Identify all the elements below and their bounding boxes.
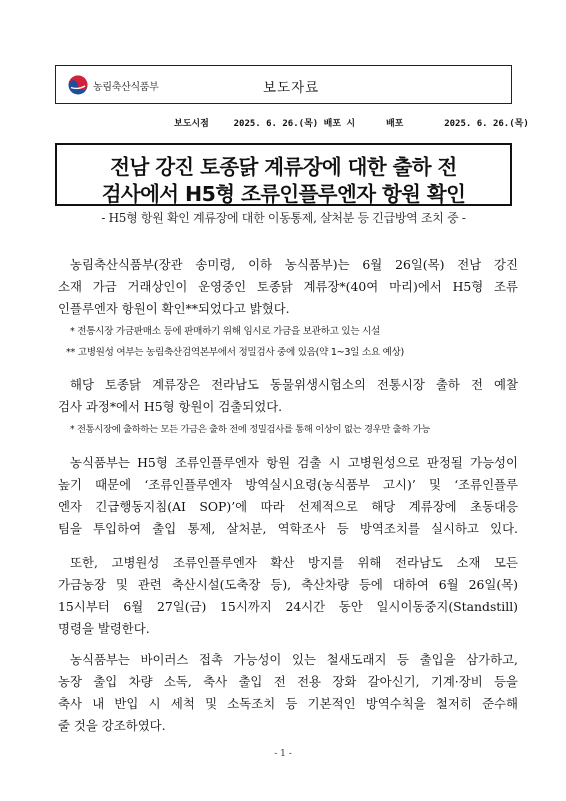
release-date: 2025. 6. 26.(목) 배포 시	[233, 119, 356, 129]
paragraph-line: 농장 출입 차량 소독, 축사 출입 전 전용 장화 갈아신기, 기계·장비 등을	[58, 674, 518, 689]
paragraph-3	[58, 452, 518, 540]
paragraph-line: 가금농장 및 관련 축산시설(도축장 등), 축산차량 등에 대하여 6월 26일(목)	[58, 577, 518, 592]
paragraph-line: 농식품부는 바이러스 접촉 가능성이 있는 철새도래지 등 출입을 삼가하고,	[70, 652, 518, 667]
header-box	[55, 65, 512, 104]
subtitle: - H5형 항원 확인 계류장에 대한 이동통제, 살처분 등 긴급방역 조치 중 -	[101, 211, 466, 225]
paragraph-line: 팀을 투입하여 출입 통제, 살처분, 역학조사 등 방역조치를 실시하고 있다.	[58, 521, 518, 536]
headline-line-2: 검사에서 H5형 조류인플루엔자 항원 확인	[101, 182, 466, 206]
paragraph-line: 농림축산식품부(장관 송미령, 이하 농식품부)는 6월 26일(목) 전남 강진	[70, 257, 518, 272]
taegeuk-logo-icon	[68, 75, 88, 95]
paragraph-2	[58, 374, 518, 418]
title-box	[55, 143, 512, 206]
paragraph-line: 명령을 발령한다.	[58, 621, 150, 636]
dist-label: 배포	[385, 119, 404, 129]
ministry-name: 농림축산식품부	[93, 82, 159, 93]
dist-date: 2025. 6. 26.(목)	[444, 119, 529, 129]
paragraph-4	[58, 552, 518, 640]
paragraph-line: 줄 것을 강조하였다.	[58, 718, 166, 733]
footnote-3: * 전통시장에 출하하는 모든 가금은 출하 전에 정밀검사를 통해 이상이 없는 경우만 출하 가능	[70, 424, 431, 435]
paragraph-line: 15시부터 6월 27일(금) 15시까지 24시간 동안 일시이동중지(Standstill)	[58, 599, 518, 614]
paragraph-line: 높기 때문에 ‘조류인플루엔자 방역실시요령(농식품부 고시)’ 및 ‘조류인플루	[58, 477, 518, 492]
doc-type: 보도자료	[263, 80, 320, 96]
release-label: 보도시점	[174, 119, 209, 129]
paragraph-line: 농식품부는 H5형 조류인플루엔자 항원 검출 시 고병원성으로 판정될 가능성이	[70, 455, 518, 470]
release-info	[174, 116, 529, 129]
footnote-2: ** 고병원성 여부는 농림축산검역본부에서 정밀검사 중에 있음(약 1~3일 소요 예상)	[66, 347, 404, 358]
paragraph-line: 검사 과정*에서 H5형 항원이 검출되었다.	[58, 399, 283, 414]
headline-line-1: 전남 강진 토종닭 계류장에 대한 출하 전	[110, 155, 457, 179]
paragraph-5	[58, 649, 518, 737]
page-number: - 1 -	[274, 749, 292, 759]
paragraph-1	[58, 254, 518, 320]
paragraph-line: 엔자 긴급행동지침(AI SOP)’에 따라 선제적으로 해당 계류장에 초동대응	[58, 499, 518, 514]
paragraph-line: 소재 가금 거래상인이 운영중인 토종닭 계류장*(40여 마리)에서 H5형 조류	[58, 279, 518, 294]
paragraph-line: 인플루엔자 항원이 확인**되었다고 밝혔다.	[58, 301, 290, 316]
paragraph-line: 축사 내 반입 시 세척 및 소독조치 등 기본적인 방역수칙을 철저히 준수해	[58, 696, 518, 711]
paragraph-line: 해당 토종닭 계류장은 전라남도 동물위생시험소의 전통시장 출하 전 예찰	[70, 377, 518, 392]
footnote-1: * 전통시장 가금판매소 등에 판매하기 위해 임시로 가금을 보관하고 있는 시설	[70, 326, 380, 337]
paragraph-line: 또한, 고병원성 조류인플루엔자 확산 방지를 위해 전라남도 소재 모든	[70, 555, 518, 570]
